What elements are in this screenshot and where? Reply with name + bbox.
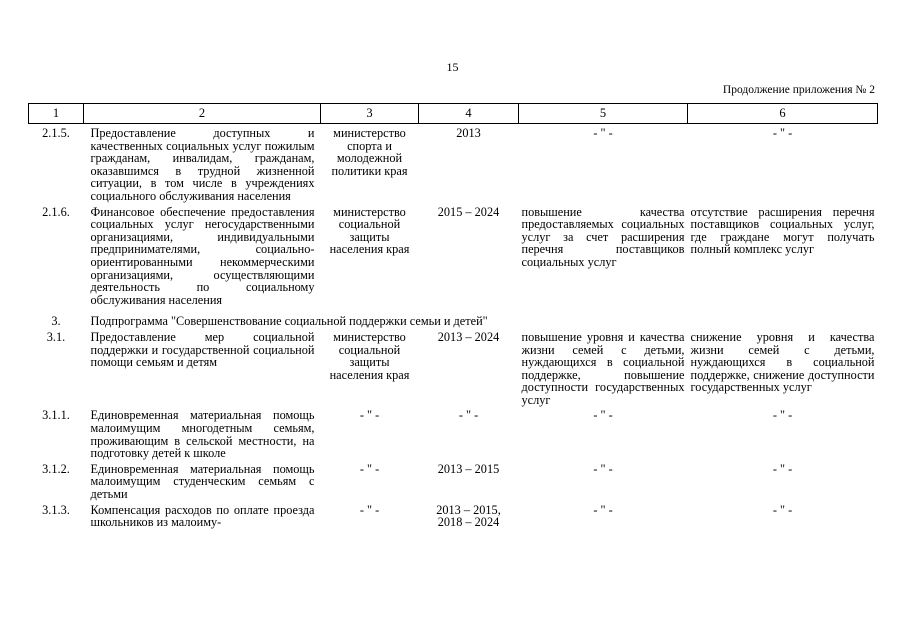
- measure-name: Единовременная материальная помощь малоимущим студенческим семьям с детьми: [90, 461, 315, 502]
- measure-number: 2.1.5.: [42, 126, 70, 140]
- measure-term: 2013 – 2024: [437, 329, 500, 344]
- measure-result: повышение качества предоставляемых социальных услуг за счет расширения перечня поставщиков социальных услуг: [521, 204, 685, 269]
- measure-consequence: - " -: [772, 126, 793, 140]
- table-row: [29, 504, 878, 532]
- measure-result: - " -: [593, 461, 613, 476]
- subprogram-number: 3.: [51, 314, 61, 329]
- table-header: [29, 104, 878, 124]
- table-row: [29, 463, 878, 504]
- measure-consequence: - " -: [772, 461, 793, 476]
- measure-result: - " -: [593, 502, 613, 517]
- measure-result: - " -: [593, 408, 613, 423]
- measure-result: повышение уровня и качества жизни семей с детьми, нуждающихся в социальной поддержке, повышение доступности государственных услуг: [521, 329, 685, 407]
- column-header-1: 1: [29, 104, 84, 124]
- subprogram-row: [29, 309, 878, 331]
- measure-term: 2013 – 2015, 2018 – 2024: [436, 502, 501, 530]
- table-row: [29, 331, 878, 410]
- measure-result: - " -: [593, 126, 613, 140]
- measure-number: 3.1.: [46, 329, 66, 344]
- measure-number: 3.1.2.: [42, 461, 70, 476]
- measure-name: Единовременная материальная помощь малоимущим многодетным семьям, проживающим в сельской местности, на подготовку детей к школе: [90, 408, 315, 461]
- table-row: [29, 124, 878, 206]
- measures-table: [28, 103, 878, 532]
- measure-consequence: снижение уровня и качества жизни семей с детьми, нуждающихся в социальной поддержке, снижение доступности государственных услуг: [690, 329, 875, 395]
- measure-executor: - " -: [359, 502, 380, 517]
- measure-term: - " -: [458, 408, 479, 423]
- column-header-2: 2: [84, 104, 321, 124]
- measure-term: 2015 – 2024: [437, 204, 500, 219]
- measure-executor: министерство спорта и молодежной политики края: [331, 126, 408, 178]
- column-number-row: [29, 104, 878, 124]
- subprogram-title: Подпрограмма "Совершенствование социальной поддержки семьи и детей": [90, 314, 488, 329]
- measure-executor: - " -: [359, 408, 380, 423]
- measure-executor: - " -: [359, 461, 380, 476]
- measure-number: 3.1.3.: [42, 502, 70, 517]
- appendix-continuation-label: Продолжение приложения № 2: [722, 84, 875, 96]
- measure-name: Финансовое обеспечение предоставления социальных услуг негосударственными организациями, индивидуальными предпринимателями, социально-ориентированными некоммерческими организациями, осуществляющими деятельность по социальному обслуживания населения: [90, 204, 315, 307]
- table-row: [29, 206, 878, 310]
- measure-number: 2.1.6.: [42, 204, 70, 219]
- measure-term: 2013: [456, 126, 481, 140]
- column-header-4: 4: [419, 104, 519, 124]
- table-row: [29, 409, 878, 462]
- measure-term: 2013 – 2015: [437, 461, 500, 476]
- measure-executor: министерство социальной защиты населения края: [329, 204, 410, 257]
- measure-name: Предоставление мер социальной поддержки и государственной социальной помощи семьям и детям: [90, 329, 315, 370]
- measure-name: Предоставление доступных и качественных социальных услуг пожилым гражданам, инвалидам, гражданам, оказавшимся в трудной жизненной ситуации, в том числе в учреждениях социального обслуживания населения: [90, 126, 315, 203]
- table-body: [29, 124, 878, 532]
- measure-name: Компенсация расходов по оплате проезда школьников из малоиму-: [90, 502, 315, 530]
- column-header-5: 5: [519, 104, 688, 124]
- measure-executor: министерство социальной защиты населения края: [329, 329, 410, 382]
- measure-consequence: отсутствие расширения перечня поставщиков социальных услуг, где граждане могут получать полный комплекс услуг: [690, 204, 875, 257]
- measure-consequence: - " -: [772, 502, 793, 517]
- page-number: 15: [446, 60, 459, 74]
- measure-number: 3.1.1.: [42, 408, 70, 423]
- column-header-3: 3: [321, 104, 419, 124]
- measure-consequence: - " -: [772, 408, 793, 423]
- column-header-6: 6: [688, 104, 878, 124]
